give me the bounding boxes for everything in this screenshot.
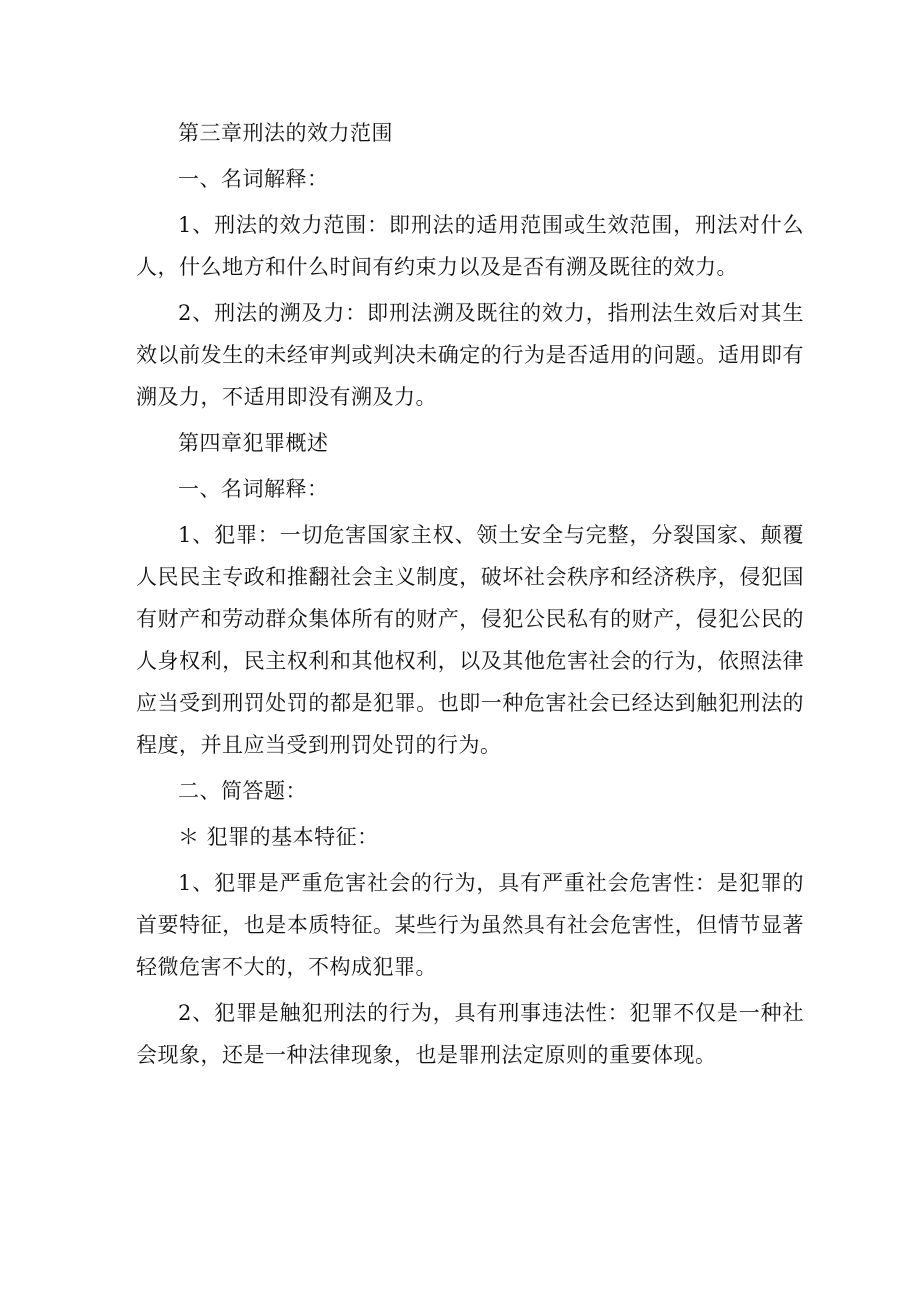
section-short-answer: 二、简答题： <box>178 779 307 803</box>
chapter-4-title: 第四章犯罪概述 <box>178 431 329 455</box>
chapter-3-title: 第三章刑法的效力范围 <box>178 121 393 145</box>
definition-scope-of-effect: 1、刑法的效力范围：即刑法的适用范围或生效范围，刑法对什么 人，什么地方和什么时间有约束力以及是否有溯及既往的效力。 <box>136 213 804 279</box>
feature-criminal-illegality: 2、犯罪是触犯刑法的行为，具有刑事违法性：犯罪不仅是一种社 会现象，还是一种法律现象，也是罪刑法定原则的重要体现。 <box>136 1001 804 1067</box>
section-term-explanation-1: 一、名词解释： <box>178 167 329 191</box>
feature-social-harm: 1、犯罪是严重危害社会的行为，具有严重社会危害性：是犯罪的 首要特征，也是本质特征。某些行为虽然具有社会危害性，但情节显著 轻微危害不大的，不构成犯罪。 <box>136 871 804 979</box>
section-term-explanation-2: 一、名词解释： <box>178 477 329 501</box>
subsection-crime-features: ＊ 犯罪的基本特征： <box>178 825 379 849</box>
document-body <box>136 112 804 1080</box>
definition-retroactivity: 2、刑法的溯及力：即刑法溯及既往的效力，指刑法生效后对其生 效以前发生的未经审判或判决未确定的行为是否适用的问题。适用即有 溯及力，不适用即没有溯及力。 <box>136 301 804 409</box>
definition-crime: 1、犯罪：一切危害国家主权、领土安全与完整，分裂国家、颠覆 人民民主专政和推翻社会主义制度，破坏社会秩序和经济秩序，侵犯国 有财产和劳动群众集体所有的财产，侵犯公民私有的财产，侵犯公民的 人身权利，民主权利和其他权利，以及其他危害社会的行为，依照法律 应当受到刑罚处罚的都是犯罪。也即一种危害社会已经达到触犯刑法的 程度，并且应当受到刑罚处罚的行为。 <box>136 523 804 757</box>
